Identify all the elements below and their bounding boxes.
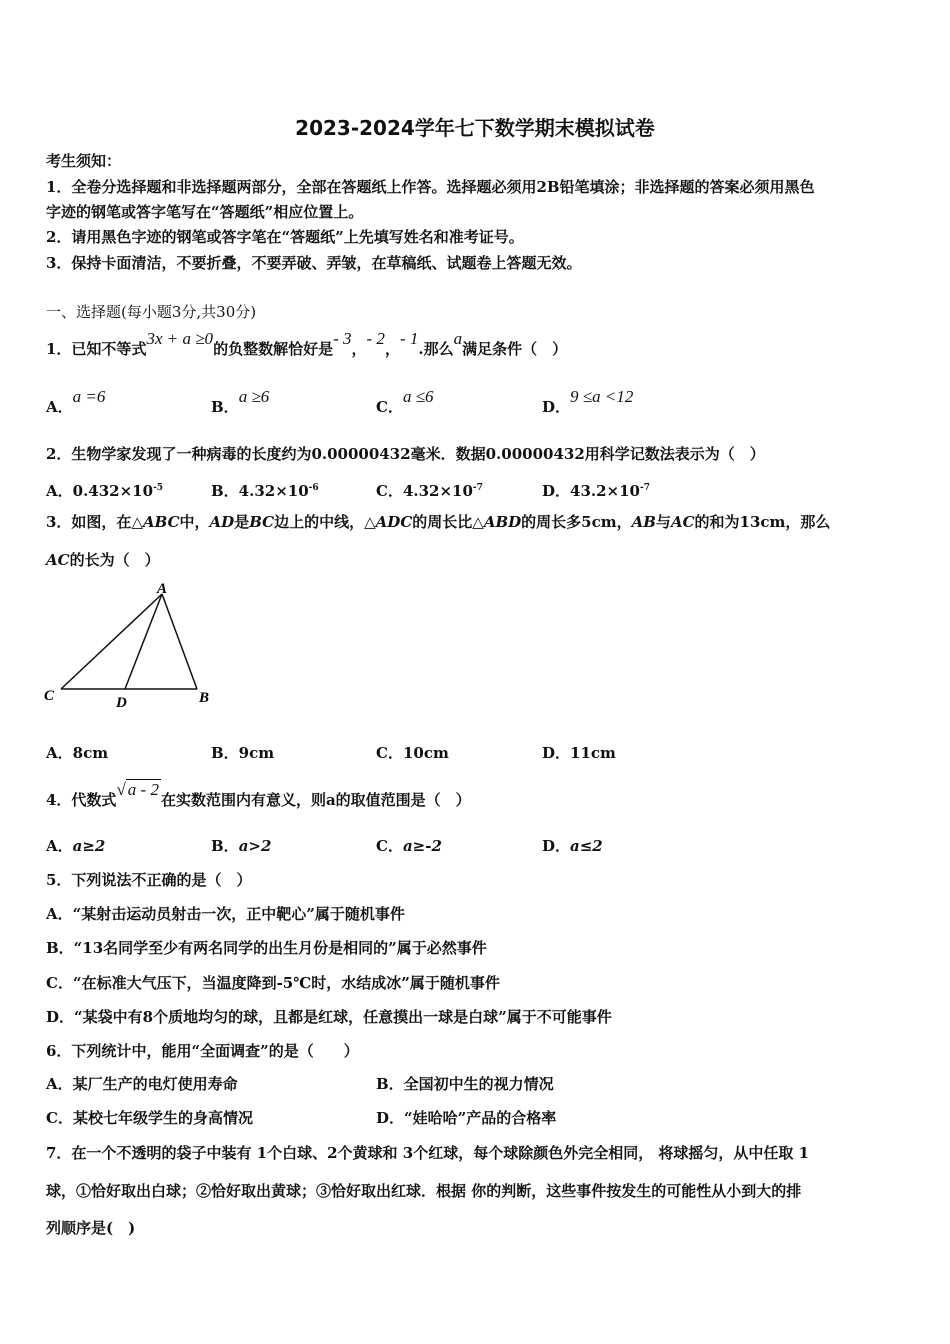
question-3-line-1: 3．如图，在△ABC中，AD是BC边上的中线，△ADC的周长比△ABD的周长多5cm，AB与AC的和为13cm，那么 (46, 513, 831, 531)
question-2: 2．生物学家发现了一种病毒的长度约为0.00000432毫米．数据0.00000432用科学记数法表示为（ ） (46, 445, 765, 463)
notice-line-1: 1．全卷分选择题和非选择题两部分，全部在答题纸上作答。选择题必须用2B铅笔填涂；非选择题的答案必须用黑色 (46, 178, 815, 196)
q1-inequality: 3x + a ≥0 (146, 329, 214, 348)
q6-option-a: A．某厂生产的电灯使用寿命 (46, 1075, 238, 1093)
question-3-line-2: AC的长为（ ） (46, 551, 160, 569)
notice-line-2: 字迹的钢笔或答字笔写在“答题纸”相应位置上。 (46, 203, 364, 221)
q1-option-b: B．a ≥6 (211, 387, 270, 416)
q4-option-c: C．a≥-2 (376, 837, 442, 855)
q3-option-d: D．11cm (542, 744, 616, 762)
triangle-figure (40, 578, 230, 718)
q2-option-c: C．$4.32\times 10^{-7}$ (376, 482, 483, 500)
label-c: C (44, 688, 55, 704)
label-d: D (116, 695, 127, 711)
q4-option-b: B．a>2 (211, 837, 272, 855)
q3-option-a: A．8cm (46, 744, 109, 762)
question-4: 4．代数式√ a - 2在实数范围内有意义，则a的取值范围是（ ） (46, 780, 471, 809)
question-7-line-2: 球，①恰好取出白球；②恰好取出黄球；③恰好取出红球．根据 你的判断，这些事件按发生的可能性从小到大的排 (46, 1182, 802, 1200)
median-ad (125, 594, 162, 689)
side-ba (162, 594, 197, 689)
q6-option-d: D．“娃哈哈”产品的合格率 (376, 1109, 557, 1127)
question-5: 5．下列说法不正确的是（ ） (46, 871, 252, 889)
q1-option-a: A．a =6 (46, 387, 106, 416)
q5-option-c: C．“在标准大气压下，当温度降到-5℃时，水结成冰”属于随机事件 (46, 974, 500, 992)
q3-option-c: C．10cm (376, 744, 449, 762)
q6-option-b: B．全国初中生的视力情况 (376, 1075, 554, 1093)
q3-option-b: B．9cm (211, 744, 275, 762)
sqrt-expression: √ a - 2 (116, 780, 159, 799)
section-heading: 一、选择题(每小题3分,共30分) (46, 303, 257, 321)
q4-option-d: D．a≤2 (542, 837, 603, 855)
label-b: B (199, 690, 210, 706)
page-title: 2023-2024学年七下数学期末模拟试卷 (295, 116, 655, 140)
question-7-line-3: 列顺序是( ) (46, 1219, 136, 1237)
notice-line-3: 2．请用黑色字迹的钢笔或答字笔在“答题纸”上先填写姓名和准考证号。 (46, 228, 524, 246)
label-a: A (157, 581, 168, 597)
side-ca (61, 594, 162, 689)
q2-option-a: A．$0.432\times 10^{-5}$ (46, 482, 164, 500)
q4-option-a: A．a≥2 (46, 837, 106, 855)
q5-option-d: D．“某袋中有8个质地均匀的球，且都是红球，任意摸出一球是白球”属于不可能事件 (46, 1008, 612, 1026)
question-7-line-1: 7．在一个不透明的袋子中装有 1个白球、2个黄球和 3个红球，每个球除颜色外完全相同， 将球摇匀，从中任取 1 (46, 1144, 810, 1162)
q5-option-a: A．“某射击运动员射击一次，正中靶心”属于随机事件 (46, 905, 405, 923)
notice-heading: 考生须知： (46, 152, 122, 170)
q5-option-b: B．“13名同学至少有两名同学的出生月份是相同的”属于必然事件 (46, 939, 487, 957)
q6-option-c: C．某校七年级学生的身高情况 (46, 1109, 253, 1127)
notice-line-4: 3．保持卡面清洁，不要折叠，不要弄破、弄皱，在草稿纸、试题卷上答题无效。 (46, 254, 582, 272)
q2-option-d: D．$43.2\times 10^{-7}$ (542, 482, 650, 500)
question-1: 1．已知不等式3x + a ≥0的负整数解恰好是- 3，- 2，- 1.那么a满足条件（ ） (46, 329, 568, 358)
q1-option-c: C．a ≤6 (376, 387, 434, 416)
q1-option-d: D．9 ≤a <12 (542, 387, 634, 416)
q2-option-b: B．$4.32\times 10^{-6}$ (211, 482, 319, 500)
question-6: 6．下列统计中，能用“全面调查”的是（ ） (46, 1042, 359, 1060)
